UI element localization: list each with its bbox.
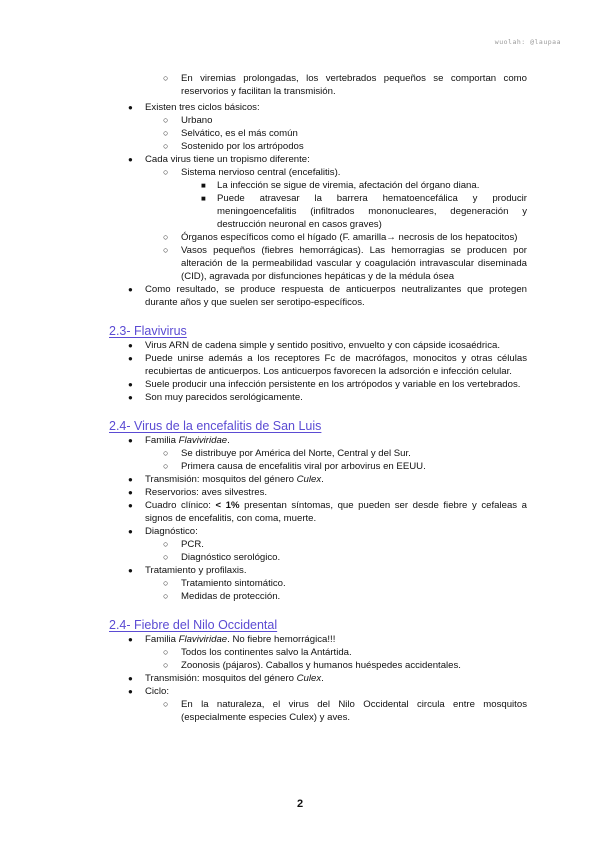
list-item	[0, 339, 600, 352]
list-item	[0, 127, 600, 140]
family-name: Flaviviridae	[178, 435, 228, 446]
list-item	[0, 434, 600, 447]
square-bullet-icon: ■	[201, 194, 206, 203]
list-item	[0, 72, 600, 98]
item-text: PCR.	[181, 539, 204, 550]
item-text	[145, 434, 527, 447]
item-text: Ciclo:	[145, 686, 169, 697]
list-item	[0, 101, 600, 114]
list-item	[0, 140, 600, 153]
list-item	[0, 564, 600, 577]
disc-bullet-icon: ●	[128, 674, 133, 683]
item-text: Zoonosis (pájaros). Caballos y humanos huéspedes accidentales.	[181, 660, 461, 671]
list-item	[0, 114, 600, 127]
item-text: En viremias prolongadas, los vertebrados pequeños se comportan como reservorios y facilitan la transmisión.	[181, 73, 527, 97]
item-text	[145, 633, 527, 646]
list-item	[0, 633, 600, 646]
list-item	[0, 659, 600, 672]
item-text: Urbano	[181, 115, 213, 126]
item-text: Diagnóstico serológico.	[181, 552, 281, 563]
list-item	[0, 166, 600, 179]
list-item	[0, 283, 600, 309]
list-item	[0, 244, 600, 283]
list-item	[0, 473, 600, 486]
disc-bullet-icon: ●	[128, 103, 133, 112]
circle-bullet-icon: ○	[163, 448, 169, 458]
item-text: Suele producir una infección persistente en los artrópodos y variable en los vertebrados.	[145, 379, 521, 390]
section-heading[interactable]: 2.4- Virus de la encefalitis de San Luis	[109, 419, 322, 433]
disc-bullet-icon: ●	[128, 566, 133, 575]
disc-bullet-icon: ●	[128, 285, 133, 294]
watermark: wuolah: @laupaa	[494, 38, 561, 46]
list-item	[0, 698, 600, 724]
section-heading[interactable]: 2.4- Fiebre del Nilo Occidental	[109, 618, 278, 632]
document-body	[0, 72, 600, 724]
list-item	[0, 391, 600, 404]
disc-bullet-icon: ●	[128, 475, 133, 484]
item-text: La infección se sigue de viremia, afectación del órgano diana.	[217, 180, 480, 191]
item-text	[145, 672, 527, 685]
disc-bullet-icon: ●	[128, 341, 133, 350]
clinical-text: presentan síntomas, que pueden ser desde fiebre y cefaleas a signos de encefalitis, con coma, muerte.	[145, 500, 528, 524]
disc-bullet-icon: ●	[128, 380, 133, 389]
family-suffix: .	[227, 435, 230, 446]
item-text: Como resultado, se produce respuesta de anticuerpos neutralizantes que protegen durante años y que suelen ser serotipo-específicos.	[145, 284, 527, 308]
list-item	[0, 460, 600, 473]
disc-bullet-icon: ●	[128, 687, 133, 696]
disc-bullet-icon: ●	[128, 527, 133, 536]
list-item	[0, 551, 600, 564]
circle-bullet-icon: ○	[163, 232, 169, 242]
item-text: Cada virus tiene un tropismo diferente:	[145, 154, 310, 165]
circle-bullet-icon: ○	[163, 660, 169, 670]
disc-bullet-icon: ●	[128, 488, 133, 497]
family-name: Flaviviridae	[178, 634, 228, 645]
list-item	[0, 486, 600, 499]
item-text: Órganos específicos como el hígado (F. amarilla→ necrosis de los hepatocitos)	[181, 232, 518, 243]
list-item	[0, 179, 600, 192]
section-heading[interactable]: 2.3- Flavivirus	[109, 324, 187, 338]
circle-bullet-icon: ○	[163, 539, 169, 549]
circle-bullet-icon: ○	[163, 73, 169, 83]
item-text: Son muy parecidos serológicamente.	[145, 392, 303, 403]
transmission-suffix: .	[321, 474, 324, 485]
square-bullet-icon: ■	[201, 181, 206, 190]
disc-bullet-icon: ●	[128, 436, 133, 445]
list-item	[0, 352, 600, 378]
circle-bullet-icon: ○	[163, 115, 169, 125]
family-suffix: . No fiebre hemorrágica!!!	[227, 634, 336, 645]
list-item	[0, 646, 600, 659]
list-item	[0, 590, 600, 603]
item-text: Tratamiento y profilaxis.	[145, 565, 247, 576]
item-text: Tratamiento sintomático.	[181, 578, 286, 589]
list-item	[0, 378, 600, 391]
item-text: Medidas de protección.	[181, 591, 281, 602]
circle-bullet-icon: ○	[163, 245, 169, 255]
item-text: Reservorios: aves silvestres.	[145, 487, 268, 498]
genus-name: Culex	[296, 474, 322, 485]
circle-bullet-icon: ○	[163, 128, 169, 138]
item-text: Existen tres ciclos básicos:	[145, 102, 260, 113]
circle-bullet-icon: ○	[163, 699, 169, 709]
list-item	[0, 525, 600, 538]
family-label: Familia	[145, 634, 179, 645]
item-text: Selvático, es el más común	[181, 128, 298, 139]
item-text: Virus ARN de cadena simple y sentido positivo, envuelto y con cápside icosaédrica.	[145, 340, 500, 351]
clinical-percent: < 1%	[215, 500, 240, 511]
item-text: Todos los continentes salvo la Antártida.	[181, 647, 352, 658]
clinical-label: Cuadro clínico:	[145, 500, 216, 511]
disc-bullet-icon: ●	[128, 635, 133, 644]
item-text: Diagnóstico:	[145, 526, 198, 537]
transmission-label: Transmisión: mosquitos del género	[145, 673, 297, 684]
list-item	[0, 447, 600, 460]
item-text: En la naturaleza, el virus del Nilo Occidental circula entre mosquitos (especialmente especies Culex) y aves.	[181, 699, 527, 723]
genus-name: Culex	[296, 673, 322, 684]
item-text: Primera causa de encefalitis viral por arbovirus en EEUU.	[181, 461, 426, 472]
item-text: Puede atravesar la barrera hematoencefálica y producir meningoencefalitis (infiltrados mononucleares, degeneración y destrucción neuronal en casos graves)	[217, 193, 527, 230]
item-text: Vasos pequeños (fiebres hemorrágicas). Las hemorragias se producen por alteración de la permeabilidad vascular y coagulación intravascular diseminada (CID), agravada por disfunciones hepáticas y de la médula ósea	[181, 245, 527, 282]
list-item	[0, 192, 600, 231]
page-number: 2	[296, 798, 304, 810]
circle-bullet-icon: ○	[163, 552, 169, 562]
circle-bullet-icon: ○	[163, 167, 169, 177]
list-item	[0, 499, 600, 525]
transmission-label: Transmisión: mosquitos del género	[145, 474, 297, 485]
disc-bullet-icon: ●	[128, 501, 133, 510]
disc-bullet-icon: ●	[128, 155, 133, 164]
list-item	[0, 153, 600, 166]
circle-bullet-icon: ○	[163, 591, 169, 601]
transmission-suffix: .	[321, 673, 324, 684]
circle-bullet-icon: ○	[163, 141, 169, 151]
item-text: Sistema nervioso central (encefalitis).	[181, 167, 341, 178]
item-text: Sostenido por los artrópodos	[181, 141, 304, 152]
list-item	[0, 577, 600, 590]
disc-bullet-icon: ●	[128, 393, 133, 402]
circle-bullet-icon: ○	[163, 578, 169, 588]
family-label: Familia	[145, 435, 179, 446]
disc-bullet-icon: ●	[128, 354, 133, 363]
circle-bullet-icon: ○	[163, 647, 169, 657]
item-text	[145, 499, 527, 525]
list-item	[0, 231, 600, 244]
list-item	[0, 672, 600, 685]
list-item	[0, 685, 600, 698]
circle-bullet-icon: ○	[163, 461, 169, 471]
item-text: Puede unirse además a los receptores Fc de macrófagos, monocitos y otras células recubiertas de anticuerpos. Los anticuerpos favorecen la adsorción e infección celular.	[145, 353, 527, 377]
item-text: Se distribuye por América del Norte, Central y del Sur.	[181, 448, 411, 459]
item-text	[145, 473, 527, 486]
list-item	[0, 538, 600, 551]
